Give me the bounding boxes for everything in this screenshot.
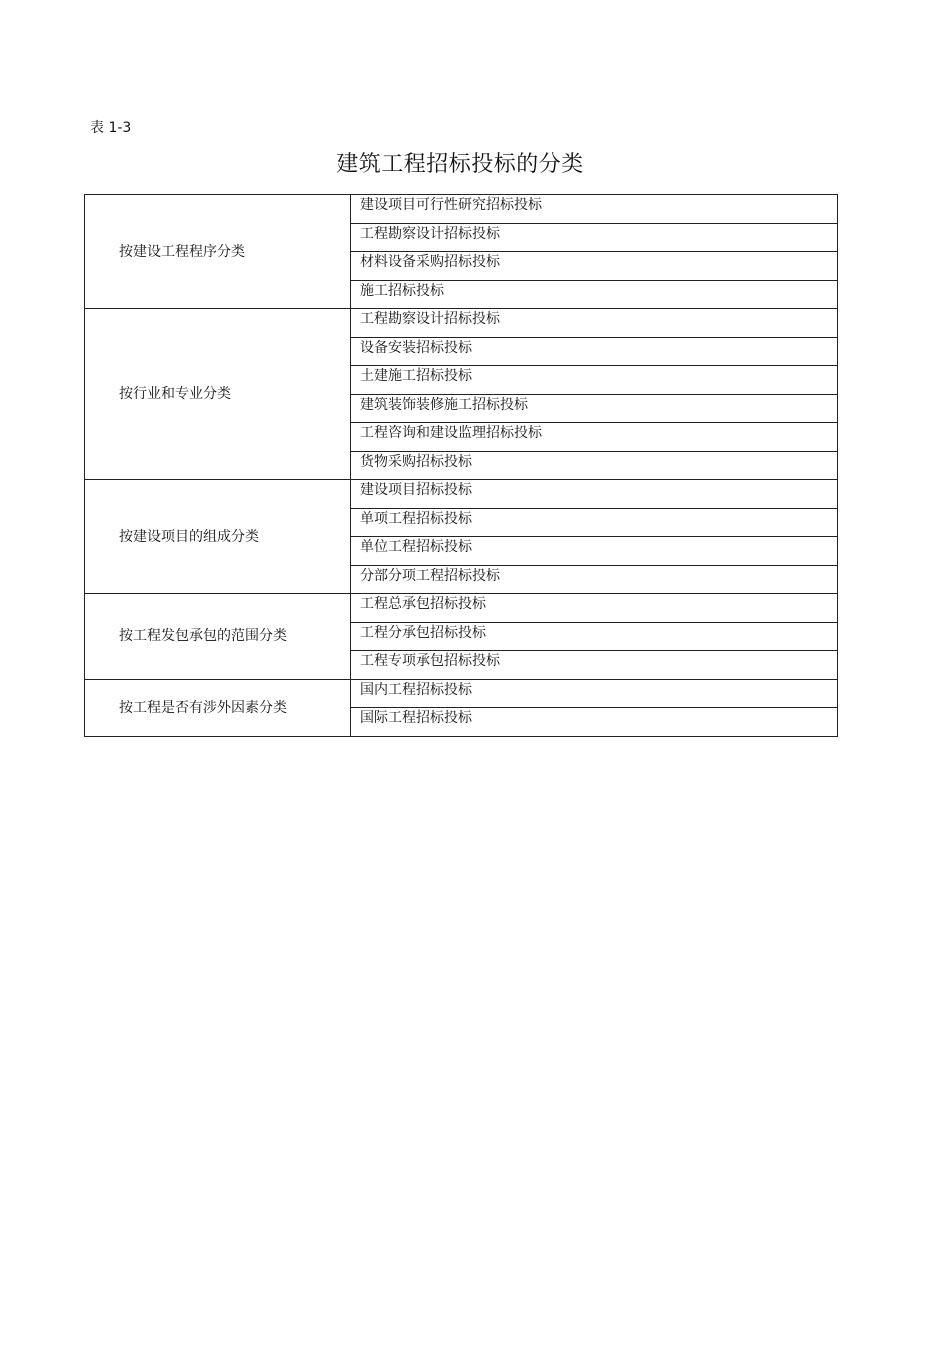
item-label: 施工招标投标 [360,282,444,299]
table-row [85,480,838,509]
item-label: 建筑装饰装修施工招标投标 [360,396,528,413]
item-label: 建设项目可行性研究招标投标 [360,197,542,213]
item-label: 货物采购招标投标 [360,453,472,470]
item-cell [351,622,838,651]
item-cell [351,394,838,423]
item-label: 工程勘察设计招标投标 [360,311,500,327]
table-row [85,594,838,623]
category-label: 按工程发包承包的范围分类 [119,628,287,645]
item-label: 工程专项承包招标投标 [360,653,500,669]
item-cell [351,537,838,566]
table-row [85,309,838,338]
item-label: 土建施工招标投标 [360,368,472,384]
item-label: 单位工程招标投标 [360,539,472,555]
item-cell [351,195,838,224]
classification-table-body [85,195,838,737]
item-label: 工程勘察设计招标投标 [360,225,500,242]
item-cell [351,309,838,338]
table-row [85,679,838,708]
item-cell [351,423,838,452]
category-cell [85,195,351,309]
item-cell [351,451,838,480]
document-title: 建筑工程招标投标的分类 [336,152,584,177]
table-row [85,195,838,224]
category-cell [85,480,351,594]
classification-table [84,194,838,737]
item-cell [351,708,838,737]
item-cell [351,480,838,509]
table-number-label: 表 1-3 [90,120,132,136]
item-cell [351,594,838,623]
category-label: 按行业和专业分类 [119,386,231,402]
category-label: 按建设项目的组成分类 [119,528,259,545]
item-cell [351,252,838,281]
item-cell [351,679,838,708]
category-cell [85,679,351,736]
item-label: 分部分项工程招标投标 [360,567,500,584]
item-label: 单项工程招标投标 [360,510,472,527]
category-label: 按建设工程程序分类 [119,243,245,260]
category-cell [85,309,351,480]
category-cell [85,594,351,680]
item-label: 工程分承包招标投标 [360,624,486,641]
item-cell [351,651,838,680]
item-cell [351,565,838,594]
item-cell [351,508,838,537]
item-label: 国际工程招标投标 [360,710,472,726]
item-cell [351,337,838,366]
item-cell [351,366,838,395]
item-label: 材料设备采购招标投标 [360,254,500,270]
item-label: 建设项目招标投标 [360,482,472,498]
item-label: 工程总承包招标投标 [360,596,486,612]
item-label: 国内工程招标投标 [360,681,472,698]
category-label: 按工程是否有涉外因素分类 [119,699,287,716]
item-cell [351,223,838,252]
item-cell [351,280,838,309]
item-label: 设备安装招标投标 [360,339,472,356]
item-label: 工程咨询和建设监理招标投标 [360,425,542,441]
